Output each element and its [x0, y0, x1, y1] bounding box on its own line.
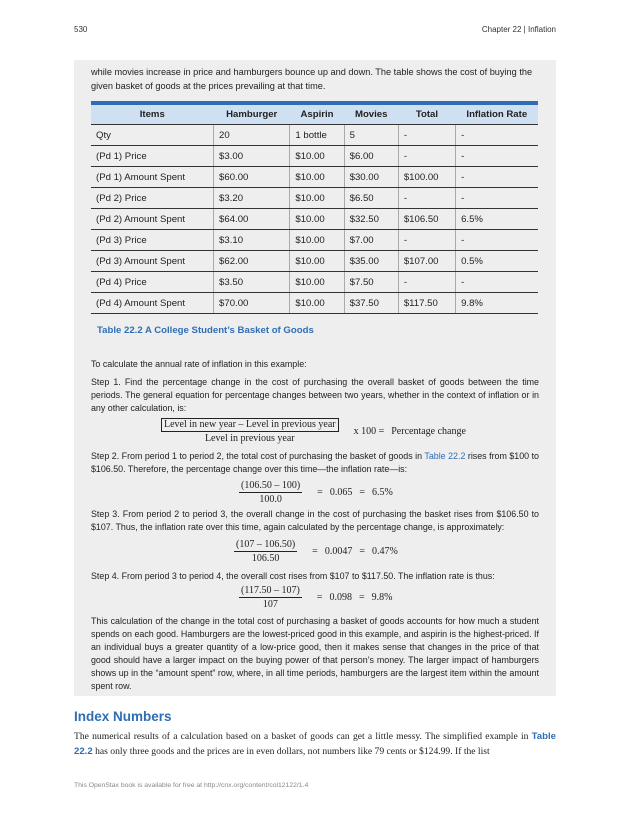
calc-intro: To calculate the annual rate of inflation in this example:: [91, 359, 307, 369]
table-row: [91, 272, 538, 293]
table-cell: $3.10: [214, 230, 290, 251]
chapter-header: Chapter 22 | Inflation: [481, 25, 556, 34]
percentage-change-equation: [161, 418, 466, 444]
equation-denominator: 107: [262, 599, 278, 610]
equation-fraction: [239, 480, 302, 505]
equation-fraction: [161, 418, 339, 444]
table-row: [91, 251, 538, 272]
table-cell: $10.00: [290, 209, 344, 230]
table-cell: -: [398, 146, 455, 167]
step-3-text: Step 3. From period 2 to period 3, the overall change in the cost of purchasing the basket rises from $106.50 to $107. Thus, the inflation rate over this time, again calculated by the percentage change, is approximately:: [91, 509, 539, 532]
equation-value: 0.065: [329, 487, 353, 498]
equation-numerator: (107 – 106.50): [236, 539, 296, 550]
row-label-cell: (Pd 3) Price: [91, 230, 214, 251]
table-cell: -: [456, 167, 538, 188]
table-cell: $6.00: [344, 146, 398, 167]
table-cell: $117.50: [398, 293, 455, 314]
section-title: Index Numbers: [74, 709, 172, 724]
table-cell: $7.00: [344, 230, 398, 251]
table-cell: $3.20: [214, 188, 290, 209]
table-row: [91, 125, 538, 146]
equation-numerator: (117.50 – 107): [241, 585, 300, 596]
column-header: Inflation Rate: [456, 103, 538, 125]
equation-percent: 0.47%: [371, 546, 398, 557]
row-label-cell: (Pd 3) Amount Spent: [91, 251, 214, 272]
equation-times: x 100 =: [353, 425, 385, 437]
table-cell: 1 bottle: [290, 125, 344, 146]
equation-result: Percentage change: [391, 425, 466, 437]
equation-fraction: [239, 585, 302, 610]
table-cell: -: [456, 230, 538, 251]
table-cell: 0.5%: [456, 251, 538, 272]
table-row: [91, 209, 538, 230]
table-caption: Table 22.2 A College Student’s Basket of Goods: [97, 325, 314, 336]
equation-percent: 9.8%: [371, 592, 393, 603]
column-header: Movies: [344, 103, 398, 125]
equals-sign: =: [316, 592, 323, 603]
row-label-cell: (Pd 2) Amount Spent: [91, 209, 214, 230]
table-cell: 5: [344, 125, 398, 146]
table-cell: $10.00: [290, 251, 344, 272]
conclusion-text: This calculation of the change in the total cost of purchasing a basket of goods accounts for how much a student spends on each good. Hamburgers are the lowest-priced good in this example, and aspirin is the highest-priced. If an individual buys a greater quantity of a low-price good, then it makes sense that changes in the price of that good should have a larger impact on the buying power of that person’s money. The larger impact of hamburgers shows up in the “amount spent” row, where, in all time periods, hamburgers are the largest item within the amount spent row.: [91, 616, 539, 691]
table-cell: $10.00: [290, 293, 344, 314]
equals-sign: =: [317, 487, 323, 498]
table-cell: -: [398, 188, 455, 209]
section-text-after: has only three goods and the prices are in even dollars, not numbers like 79 cents or $124.99. If the list: [92, 746, 490, 757]
row-label-cell: (Pd 4) Price: [91, 272, 214, 293]
equation-denominator: 106.50: [251, 553, 280, 564]
table-cell: $100.00: [398, 167, 455, 188]
period-4-inflation-equation: [239, 585, 392, 610]
step-2-text-after: rises from $100 to $106.50. Therefore, the percentage change over this time—the inflation rate—is:: [91, 451, 539, 474]
equals-sign: =: [358, 592, 365, 603]
table-header-row: [91, 103, 538, 125]
step-1-text: Step 1. Find the percentage change in the cost of purchasing the overall basket of goods between the time periods. The general equation for percentage changes between two years, whether in the context of inflation or in any other calculation, is:: [91, 377, 539, 413]
equals-sign: =: [359, 487, 365, 498]
table-link[interactable]: Table 22.2: [74, 731, 556, 757]
table-cell: $7.50: [344, 272, 398, 293]
column-header: Aspirin: [290, 103, 344, 125]
intro-text: while movies increase in price and hamburgers bounce up and down. The table shows the cost of buying the given basket of goods at the prices prevailing at that time.: [91, 67, 533, 91]
equals-sign: =: [312, 546, 318, 557]
table-cell: $10.00: [290, 167, 344, 188]
table-cell: $37.50: [344, 293, 398, 314]
column-header: Items: [91, 103, 214, 125]
row-label-cell: (Pd 4) Amount Spent: [91, 293, 214, 314]
equation-value: 0.098: [329, 592, 352, 603]
table-cell: $107.00: [398, 251, 455, 272]
table-cell: $64.00: [214, 209, 290, 230]
table-row: [91, 146, 538, 167]
row-label-cell: (Pd 1) Price: [91, 146, 214, 167]
step-2-text-before: Step 2. From period 1 to period 2, the total cost of purchasing the basket of goods in: [91, 451, 425, 461]
table-cell: $30.00: [344, 167, 398, 188]
row-label-cell: (Pd 2) Price: [91, 188, 214, 209]
basket-table: [91, 101, 538, 314]
table-cell: $106.50: [398, 209, 455, 230]
column-header: Total: [398, 103, 455, 125]
table-cell: $10.00: [290, 272, 344, 293]
table-row: [91, 167, 538, 188]
page-number: 530: [74, 25, 88, 34]
equation-numerator: Level in new year – Level in previous year: [161, 418, 339, 432]
table-cell: 20: [214, 125, 290, 146]
table-cell: $10.00: [290, 230, 344, 251]
period-3-inflation-equation: [234, 539, 398, 564]
row-label-cell: (Pd 1) Amount Spent: [91, 167, 214, 188]
period-2-inflation-equation: [239, 480, 393, 505]
step-2-text: [91, 450, 539, 476]
table-cell: $62.00: [214, 251, 290, 272]
equals-sign: =: [359, 546, 365, 557]
equation-value: 0.0047: [324, 546, 353, 557]
page-footer: This OpenStax book is available for free at http://cnx.org/content/col12122/1.4: [74, 782, 309, 789]
table-cell: $6.50: [344, 188, 398, 209]
section-text-before: The numerical results of a calculation based on a basket of goods can get a little messy. The simplified example in: [74, 731, 532, 742]
table-cell: $10.00: [290, 146, 344, 167]
table-cell: -: [398, 272, 455, 293]
table-cell: $3.00: [214, 146, 290, 167]
equation-denominator: Level in previous year: [204, 433, 295, 444]
table-cell: -: [456, 125, 538, 146]
equation-percent: 6.5%: [371, 487, 393, 498]
equation-numerator: (106.50 – 100): [241, 480, 301, 491]
table-cell: $35.00: [344, 251, 398, 272]
table-cell: $60.00: [214, 167, 290, 188]
table-row: [91, 230, 538, 251]
example-box: [74, 60, 556, 696]
table-cell: -: [398, 125, 455, 146]
column-header: Hamburger: [214, 103, 290, 125]
table-cell: 6.5%: [456, 209, 538, 230]
table-link[interactable]: Table 22.2: [424, 451, 466, 461]
equation-fraction: [234, 539, 297, 564]
table-row: [91, 293, 538, 314]
table-cell: -: [398, 230, 455, 251]
table-row: [91, 188, 538, 209]
equation-denominator: 100.0: [259, 494, 282, 505]
table-cell: $32.50: [344, 209, 398, 230]
table-cell: $3.50: [214, 272, 290, 293]
table-cell: 9.8%: [456, 293, 538, 314]
step-4-text: Step 4. From period 3 to period 4, the overall cost rises from $107 to $117.50. The inflation rate is thus:: [91, 571, 495, 581]
row-label-cell: Qty: [91, 125, 214, 146]
table-cell: -: [456, 146, 538, 167]
section-body-text: [74, 729, 556, 759]
table-cell: $10.00: [290, 188, 344, 209]
table-cell: -: [456, 188, 538, 209]
table-cell: -: [456, 272, 538, 293]
table-cell: $70.00: [214, 293, 290, 314]
